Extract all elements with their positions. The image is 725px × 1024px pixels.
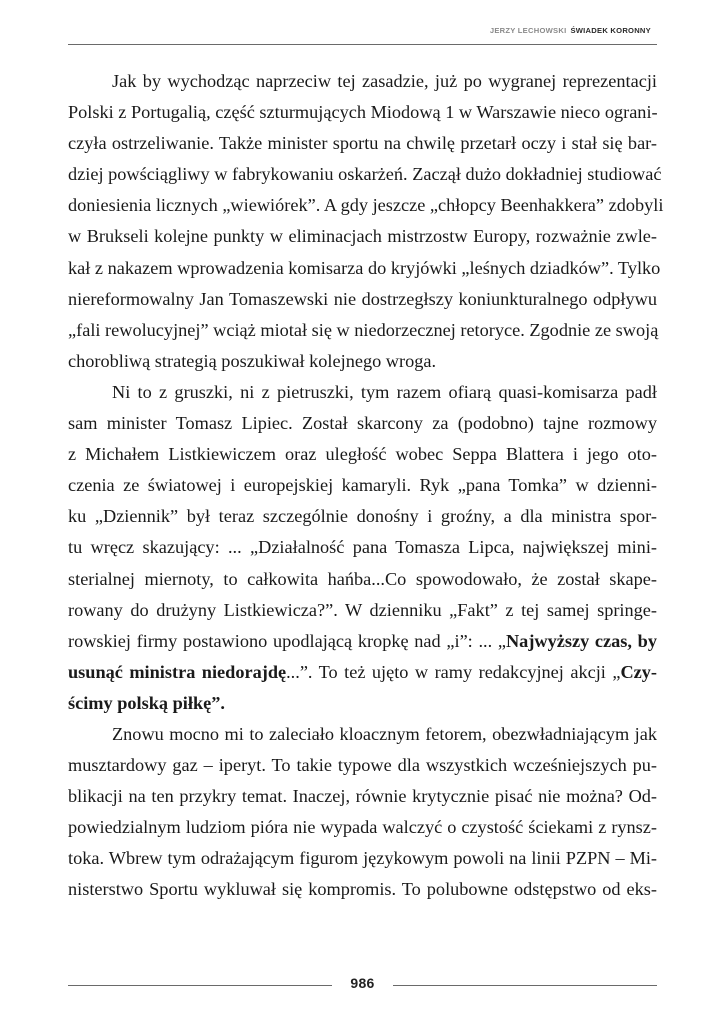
text-line: powiedzialnym ludziom pióra nie wypada walczyć o czystość ściekami z rynsz- — [68, 817, 657, 838]
text-run: ...”. To też ujęto w ramy redakcyjnej akcji „ — [286, 661, 621, 682]
bold-quote: Czy- — [620, 661, 657, 682]
text-line: kał z nakazem wprowadzenia komisarza do kryjówki „leśnych dziadków”. Tylko — [68, 257, 661, 278]
text-line: rowany do drużyny Listkiewicza?”. W dzienniku „Fakt” z tej samej springe- — [68, 599, 657, 620]
text-line: z Michałem Listkiewiczem oraz uległość wobec Seppa Blattera i jego oto- — [68, 444, 657, 465]
bold-quote: ścimy polską piłkę”. — [68, 692, 225, 713]
text-run: rowskiej firmy postawiono upodlającą kropkę nad „i”: ... „ — [68, 630, 506, 651]
text-line: toka. Wbrew tym odrażającym figurom językowym powoli na linii PZPN – Mi- — [68, 848, 657, 869]
text-line: blikacji na ten przykry temat. Inaczej, równie krytycznie pisać nie można? Od- — [68, 786, 657, 807]
text-line — [68, 657, 657, 688]
text-line: doniesienia licznych „wiewiórek”. A gdy jeszcze „chłopcy Beenhakkera” zdobyli — [68, 195, 664, 216]
page-body — [68, 66, 664, 906]
page-number: 986 — [350, 975, 375, 991]
paragraph-2 — [68, 377, 657, 719]
paragraph-3 — [68, 719, 657, 906]
text-line: „fali rewolucyjnej” wciąż miotał się w niedorzecznej retoryce. Zgodnie ze swoją — [68, 319, 659, 340]
text-line: nisterstwo Sportu wykluwał się kompromis. To polubowne odstępstwo od eks- — [68, 879, 657, 900]
text-line: niereformowalny Jan Tomaszewski nie dostrzegłszy koniunkturalnego odpływu — [68, 288, 657, 309]
text-line: Znowu mocno mi to zaleciało kloacznym fetorem, obezwładniającym jak — [112, 723, 657, 744]
text-line: ku „Dziennik” był teraz szczególnie donośny i groźny, a dla ministra spor- — [68, 506, 657, 527]
text-line: Jak by wychodząc naprzeciw tej zasadzie, już po wygranej reprezentacji — [112, 71, 657, 91]
paragraph-1 — [68, 66, 664, 377]
text-line: czyła ostrzeliwanie. Także minister sportu na chwilę przetarł oczy i stał się bar- — [68, 133, 657, 154]
text-line: sterialnej miernoty, to całkowita hańba...Co spowodowało, że został skape- — [68, 568, 657, 589]
running-header — [68, 20, 657, 45]
text-line: musztardowy gaz – iperyt. To takie typowe dla wszystkich wcześniejszych pu- — [68, 755, 657, 776]
text-line: dziej powściągliwy w fabrykowaniu oskarżeń. Zaczął dużo dokładniej studiować — [68, 164, 662, 185]
text-line: w Brukseli kolejne punkty w eliminacjach mistrzostw Europy, rozważnie zwle- — [68, 226, 657, 247]
text-line: chorobliwą strategią poszukiwał kolejnego wroga. — [68, 350, 437, 371]
text-line: Ni to z gruszki, ni z pietruszki, tym razem ofiarą quasi-komisarza padł — [112, 381, 657, 402]
text-line — [68, 688, 657, 719]
bold-quote: Najwyższy czas, by — [505, 630, 657, 651]
footer-rule-left — [68, 985, 332, 986]
page-footer — [68, 973, 657, 997]
header-author: JERZY LECHOWSKI — [489, 26, 567, 35]
footer-rule-right — [393, 985, 657, 986]
header-text — [490, 26, 651, 35]
text-line: czenia ze światowej i europejskiej kamaryli. Ryk „pana Tomka” w dzienni- — [68, 475, 657, 496]
text-line: sam minister Tomasz Lipiec. Został skarcony za (podobno) tajne rozmowy — [68, 413, 657, 434]
header-title: ŚWIADEK KORONNY — [570, 26, 651, 35]
text-line: tu wręcz skazujący: ... „Działalność pana Tomasza Lipca, największej mini- — [68, 537, 657, 558]
text-line: Polski z Portugalią, część szturmujących Miodową 1 w Warszawie nieco ograni- — [68, 102, 658, 123]
bold-quote: usunąć ministra niedorajdę — [68, 661, 287, 682]
text-line — [68, 626, 657, 657]
